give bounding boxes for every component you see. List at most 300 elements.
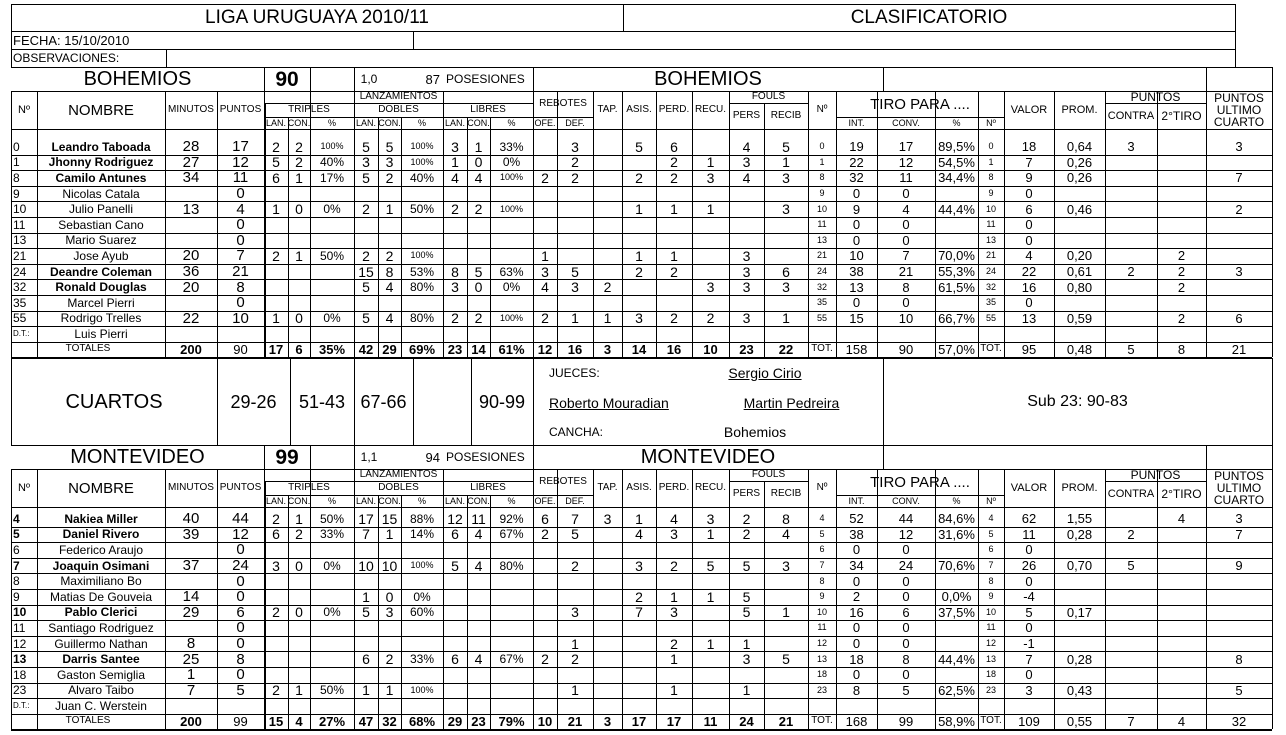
header-right <box>1235 4 1236 31</box>
stat-ti: 0 <box>852 636 861 652</box>
total-ro: 12 <box>537 341 553 357</box>
cuartos-label: CUARTOS <box>65 390 163 413</box>
quarter-score: 29-26 <box>230 391 277 412</box>
col-header-recu: RECU. <box>694 482 727 493</box>
total-fr: 21 <box>778 713 794 729</box>
stat-prom: 0,28 <box>1066 651 1093 667</box>
stat-dp: 33% <box>409 652 435 667</box>
stat-tc: 0 <box>295 310 303 327</box>
stat-fp: 3 <box>742 263 751 280</box>
observaciones-label: OBSERVACIONES: <box>13 51 120 65</box>
grid-line <box>288 495 289 729</box>
stat-seg: 2 <box>1177 264 1186 280</box>
stat-tcv: 10 <box>898 310 914 326</box>
posesiones-count: 94 <box>425 449 440 465</box>
stat-re: 3 <box>706 510 715 527</box>
stat-tl: 3 <box>272 557 280 574</box>
player-name: Alvaro Taibo <box>68 683 134 698</box>
stat-dl: 17 <box>358 510 374 527</box>
stat-val: 5 <box>1025 604 1033 620</box>
grid-line <box>836 469 837 729</box>
stat-pe: 6 <box>670 138 678 155</box>
total-dp: 69% <box>408 341 436 357</box>
col-header-pct: % <box>507 117 516 128</box>
stat-pts: 6 <box>236 603 245 621</box>
stat-min: 14 <box>182 588 200 606</box>
stat-prom: 0,70 <box>1066 558 1093 574</box>
total-fp: 23 <box>739 341 754 357</box>
player-name: Mario Suarez <box>65 233 137 248</box>
grid-line <box>11 469 12 729</box>
player-number: 10 <box>13 202 27 217</box>
stat-prom: 0,61 <box>1066 264 1093 280</box>
stat-dp: 40% <box>409 170 435 185</box>
stat-pts: 12 <box>232 525 249 543</box>
stat-val: 0 <box>1025 232 1033 248</box>
player-number: 18 <box>13 667 27 682</box>
stat-rd: 5 <box>571 263 579 280</box>
stat-tpc: 66,7% <box>938 310 975 326</box>
stat-dc: 1 <box>385 682 394 699</box>
stat-ti: 32 <box>849 170 864 186</box>
col-header-nro2: Nº <box>816 482 828 493</box>
stat-ro: 2 <box>541 310 549 327</box>
stat-n3: 4 <box>988 513 994 524</box>
row-line <box>11 573 1272 574</box>
stat-puc: 7 <box>1235 526 1243 542</box>
stat-tap: 2 <box>603 279 612 296</box>
stat-tcv: 0 <box>902 620 910 636</box>
grid-line <box>557 469 558 729</box>
player-number: 24 <box>13 264 27 279</box>
total-lc: 23 <box>471 713 486 729</box>
player-name: Guillermo Nathan <box>54 636 148 651</box>
stat-pts: 4 <box>236 200 245 218</box>
stat-pts: 0 <box>236 619 245 637</box>
col-header-nro: Nº <box>986 117 996 128</box>
stat-fp: 5 <box>742 588 751 605</box>
player-name: Matias De Gouveia <box>49 589 153 604</box>
total-ti: 158 <box>845 341 868 357</box>
stat-ti: 0 <box>852 542 861 558</box>
stat-prom: 0,26 <box>1066 170 1093 186</box>
stat-n2: 1 <box>819 156 825 167</box>
stat-n2: 13 <box>816 234 827 245</box>
stat-as: 2 <box>635 169 643 186</box>
stat-fp: 2 <box>742 526 751 543</box>
stat-tp: 0% <box>323 605 341 620</box>
totals-tot-label: TOT. <box>811 715 833 727</box>
stat-n3: 9 <box>988 188 994 199</box>
team-name: BOHEMIOS <box>83 68 192 90</box>
grid-line <box>978 91 979 357</box>
stat-val: 26 <box>1021 558 1037 574</box>
grid-line <box>533 67 534 91</box>
judge-1: Sergio Cirio <box>728 364 802 381</box>
stat-fr: 5 <box>782 651 790 668</box>
stat-val: 9 <box>1025 170 1033 186</box>
stat-dp: 100% <box>410 250 434 261</box>
grid-line <box>490 495 491 729</box>
stat-val: 0 <box>1025 667 1033 683</box>
stat-val: 7 <box>1025 154 1033 170</box>
stat-lp: 33% <box>499 139 524 154</box>
grid-line <box>401 495 402 729</box>
totals-tot-label: TOT. <box>980 343 1002 355</box>
obs-divider <box>166 49 167 67</box>
stat-lp: 100% <box>499 312 524 323</box>
stat-n2: 18 <box>816 669 827 680</box>
player-name: Daniel Rivero <box>62 527 140 542</box>
stat-tc: 1 <box>295 169 303 186</box>
puc-line1: PUNTOS <box>1214 91 1264 105</box>
grid-line <box>443 469 444 729</box>
stat-lc: 0 <box>474 154 483 171</box>
stat-pe: 2 <box>670 169 678 186</box>
stat-seg: 2 <box>1177 279 1186 295</box>
col-header-tap: TAP. <box>597 104 618 115</box>
judge-3: Martin Pedreira <box>743 394 840 411</box>
stat-pe: 1 <box>670 201 678 218</box>
stat-lc: 11 <box>471 510 486 527</box>
col-header-valor: VALOR <box>1010 103 1048 116</box>
stat-fr: 4 <box>782 526 790 543</box>
stat-n3: 6 <box>988 544 994 555</box>
grid-line <box>622 91 623 357</box>
col-header-asis: ASIS. <box>626 104 652 115</box>
stat-val: 22 <box>1021 264 1037 280</box>
stat-fp: 1 <box>742 682 751 699</box>
col-header-lanzamientos: LANZAMIENTOS <box>359 91 438 102</box>
player-number: 11 <box>13 620 26 635</box>
stat-pe: 1 <box>670 682 678 699</box>
stat-as: 5 <box>635 138 643 155</box>
stat-tc: 0 <box>295 201 303 218</box>
grid-line <box>401 117 402 357</box>
grid-line <box>1272 469 1273 729</box>
grid-line <box>877 91 878 357</box>
col-header-recu: RECU. <box>694 104 727 115</box>
stat-n2: 6 <box>819 544 825 555</box>
stat-n2: 5 <box>819 528 825 539</box>
stat-rd: 1 <box>571 635 579 652</box>
stat-n3: 55 <box>985 312 996 323</box>
grid-line <box>978 469 979 729</box>
puc-line3: CUARTO <box>1213 115 1265 129</box>
stat-tl: 2 <box>272 138 280 155</box>
total-pts: 90 <box>233 341 248 357</box>
stat-fp: 1 <box>742 635 751 652</box>
stat-rd: 2 <box>571 154 579 171</box>
cancha-label: CANCHA: <box>549 424 604 439</box>
stat-n3: 8 <box>988 172 994 183</box>
stat-lp: 67% <box>499 652 524 667</box>
total-tpc: 58,9% <box>938 713 975 729</box>
stat-lc: 4 <box>474 526 483 543</box>
player-number: 5 <box>13 527 20 542</box>
grid-line <box>217 469 218 729</box>
player-name: Jose Ayub <box>73 248 129 263</box>
total-rd: 16 <box>567 341 583 357</box>
col-header-ofe: OFE. <box>534 117 556 128</box>
col-header-puntos2: PUNTOS <box>1130 468 1181 482</box>
stat-tp: 50% <box>319 683 345 698</box>
total-tcv: 99 <box>898 713 914 729</box>
stat-tpc: 37,5% <box>938 604 975 620</box>
stat-re: 1 <box>706 201 715 218</box>
stat-pts: 0 <box>236 185 245 203</box>
grid-line <box>533 91 534 357</box>
stat-min: 25 <box>182 650 200 668</box>
col-header-prom: PROM. <box>1061 103 1098 116</box>
total-val: 95 <box>1021 341 1037 357</box>
stat-dc: 10 <box>381 557 398 574</box>
stat-lp: 63% <box>499 264 524 279</box>
jueces-label: JUECES: <box>549 365 600 380</box>
total-min: 200 <box>180 341 202 357</box>
col-header-lan: LAN. <box>444 495 465 506</box>
stat-dl: 2 <box>362 201 370 218</box>
stat-tc: 2 <box>295 138 303 155</box>
stat-ti: 19 <box>849 139 864 155</box>
grid-line <box>354 469 355 729</box>
player-name: Pablo Clerici <box>64 605 138 620</box>
stat-ti: 0 <box>852 232 861 248</box>
grid-line <box>354 445 355 469</box>
stat-val: 6 <box>1025 201 1033 217</box>
stat-dc: 1 <box>385 201 394 218</box>
grid-line <box>354 91 355 357</box>
stat-pts: 21 <box>232 263 249 281</box>
stat-ro: 4 <box>541 279 549 296</box>
posesiones-ratio: 1,0 <box>360 72 378 86</box>
col-header-puntos2: PUNTOS <box>1130 90 1181 104</box>
totals-tot-label: TOT. <box>980 715 1002 727</box>
stat-lc: 2 <box>474 201 483 218</box>
stat-n3: 8 <box>988 575 994 586</box>
stat-min: 29 <box>182 603 200 621</box>
stat-lp: 100% <box>499 172 524 183</box>
col-header-con: CON. <box>287 495 311 506</box>
stat-dc: 5 <box>385 138 394 155</box>
grid-line <box>593 469 594 729</box>
stat-fp: 3 <box>742 310 751 327</box>
col-header-def: DEF. <box>565 117 585 128</box>
totals-label: TOTALES <box>65 715 111 727</box>
stat-as: 2 <box>635 263 643 280</box>
stat-tl: 2 <box>272 247 280 264</box>
stat-puc: 2 <box>1235 201 1243 217</box>
stat-dl: 5 <box>362 169 370 186</box>
stat-prom: 0,80 <box>1066 279 1093 295</box>
grid-line <box>1054 469 1055 729</box>
team-name: MONTEVIDEO <box>70 446 205 468</box>
row-line <box>11 326 1272 327</box>
col-header-triples: TRIPLES <box>288 482 330 493</box>
stat-min: 1 <box>186 666 196 684</box>
team-score: 99 <box>275 445 299 469</box>
puc-line1: PUNTOS <box>1214 469 1264 483</box>
stat-tc: 2 <box>295 526 303 543</box>
player-name: Marcel Pierri <box>67 295 135 310</box>
stat-rd: 7 <box>571 510 579 527</box>
stat-pts: 0 <box>236 541 245 559</box>
player-number: 0 <box>13 139 20 154</box>
stat-ll: 12 <box>447 510 463 527</box>
grid-line <box>1105 469 1106 729</box>
stat-tl: 6 <box>272 169 280 186</box>
stat-lc: 4 <box>474 557 483 574</box>
stat-tcv: 17 <box>898 139 914 155</box>
stat-as: 3 <box>635 557 643 574</box>
player-number: 8 <box>13 170 20 185</box>
stat-pts: 17 <box>232 138 249 156</box>
stat-val: 13 <box>1021 310 1037 326</box>
stat-tcv: 6 <box>902 604 910 620</box>
grid-line <box>1054 91 1055 357</box>
stat-fr: 8 <box>782 510 790 527</box>
quarter-score: 90-99 <box>478 391 526 412</box>
stat-tcv: 0 <box>902 295 910 311</box>
col-header-puntos-ultimo-cuarto <box>1206 91 1272 129</box>
col-header-con: CON. <box>287 117 311 128</box>
stat-tcv: 0 <box>902 589 910 605</box>
stat-ro: 3 <box>541 263 549 280</box>
total-tp: 35% <box>318 341 346 357</box>
col-header-asis: ASIS. <box>626 482 652 493</box>
grid-line <box>1272 67 1273 91</box>
puc-line3: CUARTO <box>1213 493 1265 507</box>
puc-line2: ULTIMO <box>1216 481 1262 495</box>
posesiones-ratio: 1,1 <box>360 450 378 464</box>
stat-ro: 2 <box>541 169 549 186</box>
stat-min: 27 <box>182 153 200 171</box>
stat-val: 16 <box>1021 279 1037 295</box>
stat-ll: 2 <box>451 310 459 327</box>
totals-tot-label: TOT. <box>811 343 833 355</box>
total-tpc: 57,0% <box>938 341 975 357</box>
stat-re: 3 <box>706 169 715 186</box>
stat-tpc: 44,4% <box>938 651 975 667</box>
grid-line <box>11 91 12 357</box>
stat-re: 1 <box>706 588 715 605</box>
stat-lc: 4 <box>474 651 483 668</box>
stat-val: 3 <box>1025 682 1033 698</box>
col-header-lan: LAN. <box>444 117 465 128</box>
total-contra: 7 <box>1127 713 1135 729</box>
player-name: Nakiea Miller <box>64 511 138 526</box>
stat-n3: 13 <box>985 653 996 664</box>
player-number: 23 <box>13 683 27 698</box>
col-header-pct: % <box>952 495 961 506</box>
stat-pts: 0 <box>236 635 245 653</box>
stat-ll: 4 <box>451 169 459 186</box>
player-name: Ronald Douglas <box>55 280 147 295</box>
stat-lp: 0% <box>502 280 521 295</box>
stat-pe: 1 <box>670 588 678 605</box>
coach-name: Luis Pierri <box>74 326 128 341</box>
grid-line <box>378 495 379 729</box>
stat-ll: 2 <box>451 201 459 218</box>
judge-2: Roberto Mouradian <box>549 394 669 411</box>
stat-min: 13 <box>182 200 200 218</box>
stat-dc: 2 <box>385 169 394 186</box>
stat-ti: 2 <box>852 589 861 605</box>
total-re: 11 <box>703 713 718 729</box>
stat-contra: 2 <box>1127 264 1135 280</box>
stat-n2: 32 <box>816 281 827 292</box>
stat-contra: 3 <box>1127 139 1135 155</box>
stat-ti: 38 <box>849 264 864 280</box>
stat-dc: 1 <box>385 526 394 543</box>
stat-pe: 1 <box>670 247 678 264</box>
stat-re: 1 <box>706 526 715 543</box>
stat-rd: 3 <box>571 138 579 155</box>
stat-min: 37 <box>182 557 200 575</box>
stat-min: 34 <box>182 169 200 187</box>
row-line <box>11 542 1272 543</box>
total-fr: 22 <box>778 341 794 357</box>
stat-as: 1 <box>635 201 643 218</box>
stat-re: 3 <box>706 279 715 296</box>
stat-as: 1 <box>635 510 643 527</box>
stat-val: 62 <box>1021 511 1037 527</box>
grid-line <box>310 67 311 91</box>
col-header-tiro-para: TIRO PARA .... <box>870 473 970 491</box>
stat-dc: 8 <box>385 263 394 280</box>
col-header-con: CON. <box>378 495 401 506</box>
player-name: Deandre Coleman <box>49 264 153 279</box>
header-right-2 <box>1235 31 1236 67</box>
totals-label: TOTALES <box>65 343 111 355</box>
stat-pts: 0 <box>236 572 245 590</box>
stat-tpc: 34,4% <box>938 170 975 186</box>
stat-lp: 67% <box>499 527 524 542</box>
stat-rd: 2 <box>571 557 579 574</box>
stat-rd: 2 <box>571 651 579 668</box>
player-number: 9 <box>13 589 20 604</box>
stat-n2: 9 <box>819 188 825 199</box>
stat-tap: 1 <box>603 310 612 327</box>
puc-line2: ULTIMO <box>1216 103 1262 117</box>
stat-ll: 3 <box>451 279 459 296</box>
grid-line <box>593 91 594 357</box>
stat-n2: 35 <box>816 297 827 308</box>
stat-ti: 0 <box>852 573 861 589</box>
col-header-con: CON. <box>467 495 490 506</box>
stat-n2: 0 <box>819 141 825 152</box>
total-lp: 61% <box>498 341 525 357</box>
stat-dl: 5 <box>362 279 370 296</box>
stat-n2: 24 <box>816 266 827 277</box>
stat-tpc: 0,0% <box>941 589 972 605</box>
col-header-pers: PERS <box>732 488 761 499</box>
total-tl: 15 <box>268 713 284 729</box>
stat-pts: 0 <box>236 666 245 684</box>
stat-tcv: 0 <box>902 217 910 233</box>
stat-re: 1 <box>706 154 715 171</box>
stat-n3: 7 <box>988 560 994 571</box>
stat-prom: 0,17 <box>1066 604 1093 620</box>
date-field: FECHA: 15/10/2010 <box>13 32 130 48</box>
stat-ll: 3 <box>451 138 459 155</box>
stat-min: 20 <box>182 278 200 296</box>
stat-n3: 5 <box>988 528 994 539</box>
stat-ti: 34 <box>849 558 864 574</box>
player-name: Federico Araujo <box>58 542 144 557</box>
date-divider <box>413 31 414 49</box>
stat-ro: 6 <box>541 510 549 527</box>
